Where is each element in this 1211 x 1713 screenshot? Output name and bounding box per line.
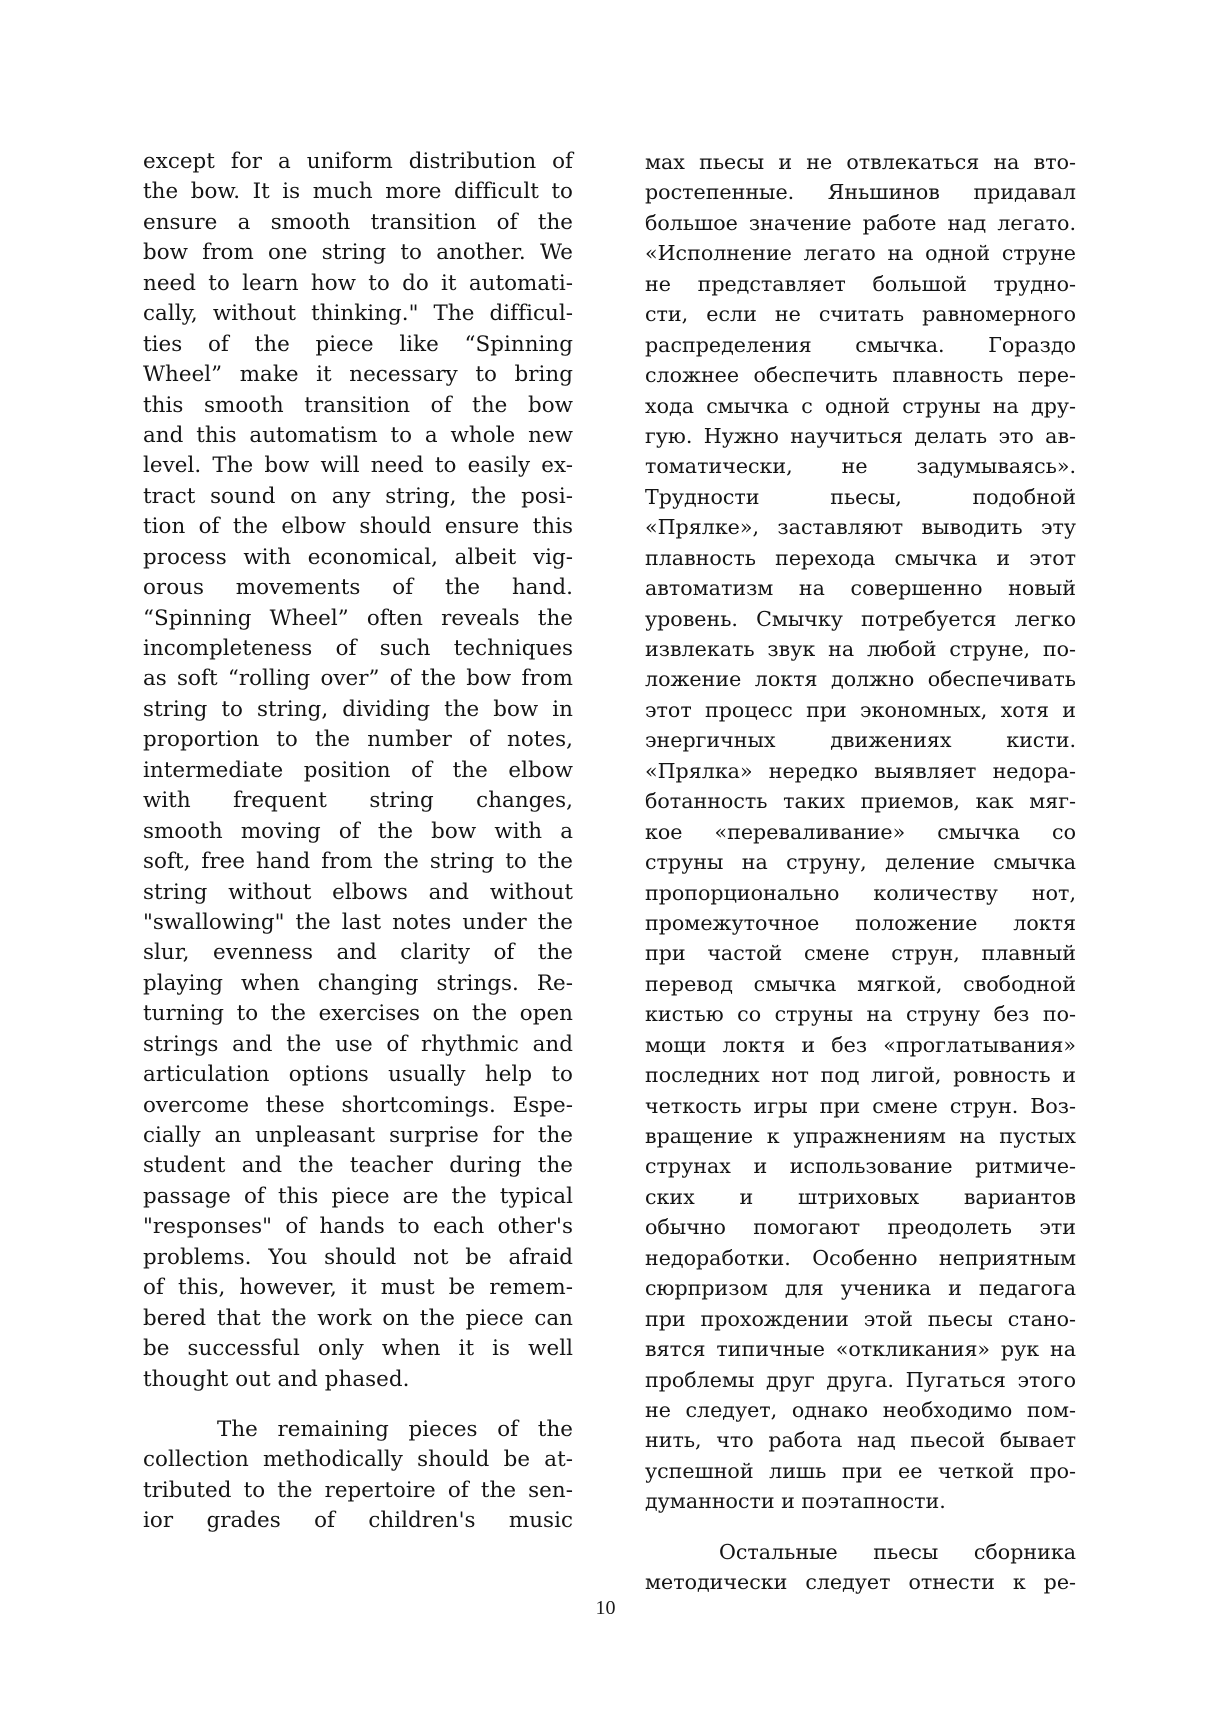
text-line: думанности и поэтапности. <box>645 1489 946 1514</box>
text-line: промежуточное положение локтя <box>645 910 1076 935</box>
text-line: уровень. Смычку потребуется легко <box>645 606 1076 631</box>
text-line: of this, however, it must be remem- <box>143 1275 573 1301</box>
text-line: сложнее обеспечить плавность пере- <box>645 363 1076 388</box>
text-line: collection methodically should be at- <box>143 1447 573 1473</box>
text-line: bow from one string to another. We <box>143 240 573 266</box>
text-line: level. The bow will need to easily ex- <box>143 453 573 479</box>
text-line: passage of this piece are the typical <box>143 1183 573 1209</box>
text-line: большое значение работе над легато. <box>645 210 1076 235</box>
text-line: incompleteness of such techniques <box>143 636 573 661</box>
text-line: перевод смычка мягкой, свободной <box>645 971 1076 996</box>
text-line: хода смычка с одной струны на дру- <box>645 393 1076 418</box>
text-line: Трудности пьесы, подобной <box>645 484 1076 509</box>
text-line: intermediate position of the elbow <box>143 757 573 783</box>
text-line: smooth moving of the bow with a <box>143 818 573 844</box>
text-line: извлекать звук на любой струне, по- <box>645 637 1076 661</box>
text-line: ensure a smooth transition of the <box>143 209 573 235</box>
text-line: cially an unpleasant surprise for the <box>143 1123 573 1148</box>
text-line: обычно помогают преодолеть эти <box>645 1215 1076 1240</box>
text-line: не представляет большой трудно- <box>645 271 1076 296</box>
text-line: кое «переваливание» смычка со <box>645 819 1076 844</box>
text-line: strings and the use of rhythmic and <box>143 1031 573 1057</box>
text-line: ties of the piece like “Spinning <box>143 331 573 357</box>
text-line: этот процесс при экономных, хотя и <box>645 697 1076 722</box>
text-line: не следует, однако необходимо пом- <box>645 1397 1076 1422</box>
text-line: недоработки. Особенно неприятным <box>645 1245 1076 1270</box>
text-line: proportion to the number of notes, <box>143 727 573 753</box>
text-line: overcome these shortcomings. Espe- <box>143 1092 573 1118</box>
text-line: последних нот под лигой, ровность и <box>645 1063 1076 1088</box>
text-line: soft, free hand from the string to the <box>143 849 573 875</box>
text-line: вятся типичные «откликания» рук на <box>645 1337 1076 1362</box>
text-line: ростепенные. Яньшинов придавал <box>645 180 1076 205</box>
text-line: orous movements of the hand. <box>143 575 573 601</box>
text-line: this smooth transition of the bow <box>143 392 573 418</box>
text-line: четкость игры при смене струн. Воз- <box>645 1093 1076 1118</box>
paragraph <box>143 147 573 1395</box>
text-line: гую. Нужно научиться делать это ав- <box>645 423 1076 448</box>
text-line: мах пьесы и не отвлекаться на вто- <box>645 150 1076 174</box>
text-line: playing when changing strings. Re- <box>143 970 573 996</box>
text-line: пропорционально количеству нот, <box>645 880 1076 905</box>
text-line: except for a uniform distribution of <box>143 149 573 174</box>
text-line: turning to the exercises on the open <box>143 1001 573 1027</box>
text-line: ложение локтя должно обеспечивать <box>645 667 1076 692</box>
text-line: струнах и использование ритмиче- <box>645 1154 1076 1179</box>
text-line: tract sound on any string, the posi- <box>143 483 573 509</box>
text-line: «Прялка» нередко выявляет недора- <box>645 758 1076 783</box>
text-line: мощи локтя и без «проглатывания» <box>645 1032 1076 1057</box>
text-line: tributed to the repertoire of the sen- <box>143 1477 573 1503</box>
text-line: «Прялке», заставляют выводить эту <box>645 515 1076 540</box>
text-line: Остальные пьесы сборника <box>719 1539 1076 1564</box>
text-line: сюрпризом для ученика и педагога <box>645 1276 1076 1301</box>
text-line: струны на струну, деление смычка <box>645 850 1076 875</box>
text-line: process with economical, albeit vig- <box>143 544 573 570</box>
text-line: при прохождении этой пьесы стано- <box>645 1306 1076 1331</box>
text-line: нить, что работа над пьесой бывает <box>645 1428 1076 1453</box>
text-line: string without elbows and without <box>143 879 573 905</box>
text-line: ior grades of children's music <box>143 1508 573 1534</box>
text-line: with frequent string changes, <box>143 788 573 814</box>
text-line: методически следует отнести к ре- <box>645 1570 1076 1595</box>
text-line: успешной лишь при ее четкой про- <box>645 1458 1076 1483</box>
text-line: be successful only when it is well <box>143 1336 573 1362</box>
text-line: cally, without thinking." The difficul- <box>143 301 573 327</box>
text-line: and this automatism to a whole new <box>143 422 573 448</box>
text-line: "responses" of hands to each other's <box>143 1214 573 1240</box>
text-line: распределения смычка. Гораздо <box>645 332 1076 357</box>
text-line: need to learn how to do it automati- <box>143 270 573 296</box>
text-line: кистью со струны на струну без по- <box>645 1002 1076 1027</box>
text-line: The remaining pieces of the <box>217 1416 573 1442</box>
text-line: томатически, не задумываясь». <box>645 454 1076 479</box>
text-line: articulation options usually help to <box>143 1062 573 1088</box>
text-line: string to string, dividing the bow in <box>143 696 573 722</box>
text-line: автоматизм на совершенно новый <box>645 576 1076 601</box>
paragraph <box>645 1537 1076 1598</box>
paragraph <box>143 1415 573 1537</box>
text-line: the bow. It is much more difficult to <box>143 179 573 205</box>
text-line: плавность перехода смычка и этот <box>645 545 1076 570</box>
text-line: "swallowing" the last notes under the <box>143 909 573 935</box>
text-line: ских и штриховых вариантов <box>645 1184 1076 1209</box>
text-line: вращение к упражнениям на пустых <box>645 1124 1076 1148</box>
text-line: slur, evenness and clarity of the <box>143 940 573 966</box>
text-line: энергичных движениях кисти. <box>645 728 1076 753</box>
text-line: «Исполнение легато на одной струне <box>645 241 1076 266</box>
text-line: as soft “rolling over” of the bow from <box>143 666 573 692</box>
text-line: проблемы друг друга. Пугаться этого <box>645 1367 1076 1392</box>
text-line: tion of the elbow should ensure this <box>143 514 573 540</box>
right-column-russian <box>645 147 1076 1598</box>
text-line: problems. You should not be afraid <box>143 1244 573 1270</box>
text-line: student and the teacher during the <box>143 1153 573 1179</box>
page-number: 10 <box>595 1597 616 1619</box>
text-line: “Spinning Wheel” often reveals the <box>143 605 573 631</box>
text-line: при частой смене струн, плавный <box>645 941 1076 966</box>
text-line: Wheel” make it necessary to bring <box>143 362 573 388</box>
left-column-english <box>143 147 573 1537</box>
text-line: thought out and phased. <box>143 1366 410 1392</box>
paragraph <box>645 147 1076 1517</box>
text-line: bered that the work on the piece can <box>143 1305 573 1331</box>
text-line: ботанность таких приемов, как мяг- <box>645 789 1076 814</box>
text-line: сти, если не считать равномерного <box>645 302 1076 327</box>
